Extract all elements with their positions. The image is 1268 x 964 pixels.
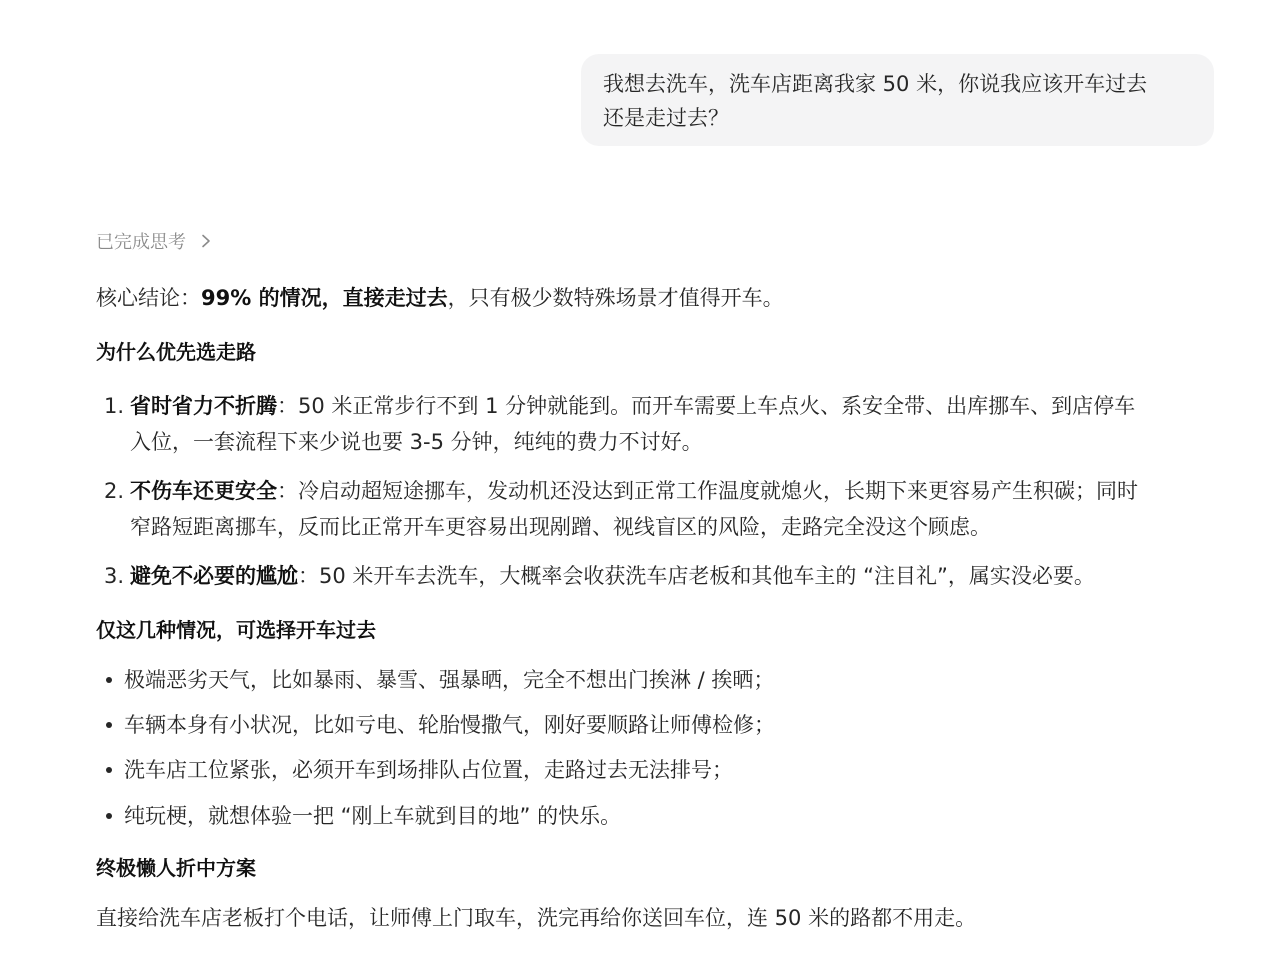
- bullet-text: 极端恶劣天气，比如暴雨、暴雪、强暴晒，完全不想出门挨淋 / 挨晒；: [124, 668, 775, 692]
- section-heading-drive-cases: 仅这几种情况，可选择开车过去: [96, 618, 376, 642]
- bullet-text: 洗车店工位紧张，必须开车到场排队占位置，走路过去无法排号；: [124, 758, 733, 782]
- bullet-dot: [106, 677, 112, 683]
- thinking-label: 已完成思考: [96, 232, 186, 253]
- user-message-bubble: [581, 54, 1214, 146]
- list-item-text: ：50 米开车去洗车，大概率会收获洗车店老板和其他车主的 “注目礼”，属实没必要。: [298, 564, 1095, 588]
- list-item-text: ：50 米正常步行不到 1 分钟就能到。而开车需要上车点火、系安全带、出库挪车、到店停车: [277, 394, 1136, 418]
- user-message-line: 我想去洗车，洗车店距离我家 50 米，你说我应该开车过去: [603, 72, 1148, 96]
- bullet-text: 车辆本身有小状况，比如亏电、轮胎慢撒气，刚好要顺路让师傅检修；: [124, 713, 775, 737]
- lazy-plan-text: 直接给洗车店老板打个电话，让师傅上门取车，洗完再给你送回车位，连 50 米的路都不用走。: [96, 906, 977, 930]
- conclusion-bold: 99% 的情况，直接走过去: [201, 286, 448, 310]
- list-item-text: 窄路短距离挪车，反而比正常开车更容易出现剐蹭、视线盲区的风险，走路完全没这个顾虑。: [130, 515, 991, 539]
- bullet-dot: [106, 767, 112, 773]
- list-item-bold: 避免不必要的尴尬: [130, 564, 298, 588]
- conclusion-line: [96, 280, 784, 316]
- bullet-text: 纯玩梗，就想体验一把 “刚上车就到目的地” 的快乐。: [124, 804, 622, 828]
- bullet-dot: [106, 813, 112, 819]
- list-item-text: ：冷启动超短途挪车，发动机还没达到正常工作温度就熄火，长期下来更容易产生积碳；同时: [277, 479, 1138, 503]
- section-heading-why-walk: 为什么优先选走路: [96, 340, 256, 364]
- list-item-bold: 省时省力不折腾: [130, 394, 277, 418]
- conclusion-prefix: 核心结论：: [96, 286, 201, 310]
- list-number: 1.: [104, 394, 125, 418]
- thinking-toggle[interactable]: [96, 225, 212, 257]
- chevron-right-icon: [200, 234, 212, 248]
- list-item-bold: 不伤车还更安全: [130, 479, 277, 503]
- section-heading-lazy-plan: 终极懒人折中方案: [96, 856, 256, 880]
- bullet-dot: [106, 722, 112, 728]
- user-message-line: 还是走过去？: [603, 106, 729, 130]
- list-number: 3.: [104, 564, 125, 588]
- list-number: 2.: [104, 479, 125, 503]
- conclusion-suffix: ，只有极少数特殊场景才值得开车。: [447, 286, 784, 310]
- list-item-text: 入位，一套流程下来少说也要 3-5 分钟，纯纯的费力不讨好。: [130, 430, 703, 454]
